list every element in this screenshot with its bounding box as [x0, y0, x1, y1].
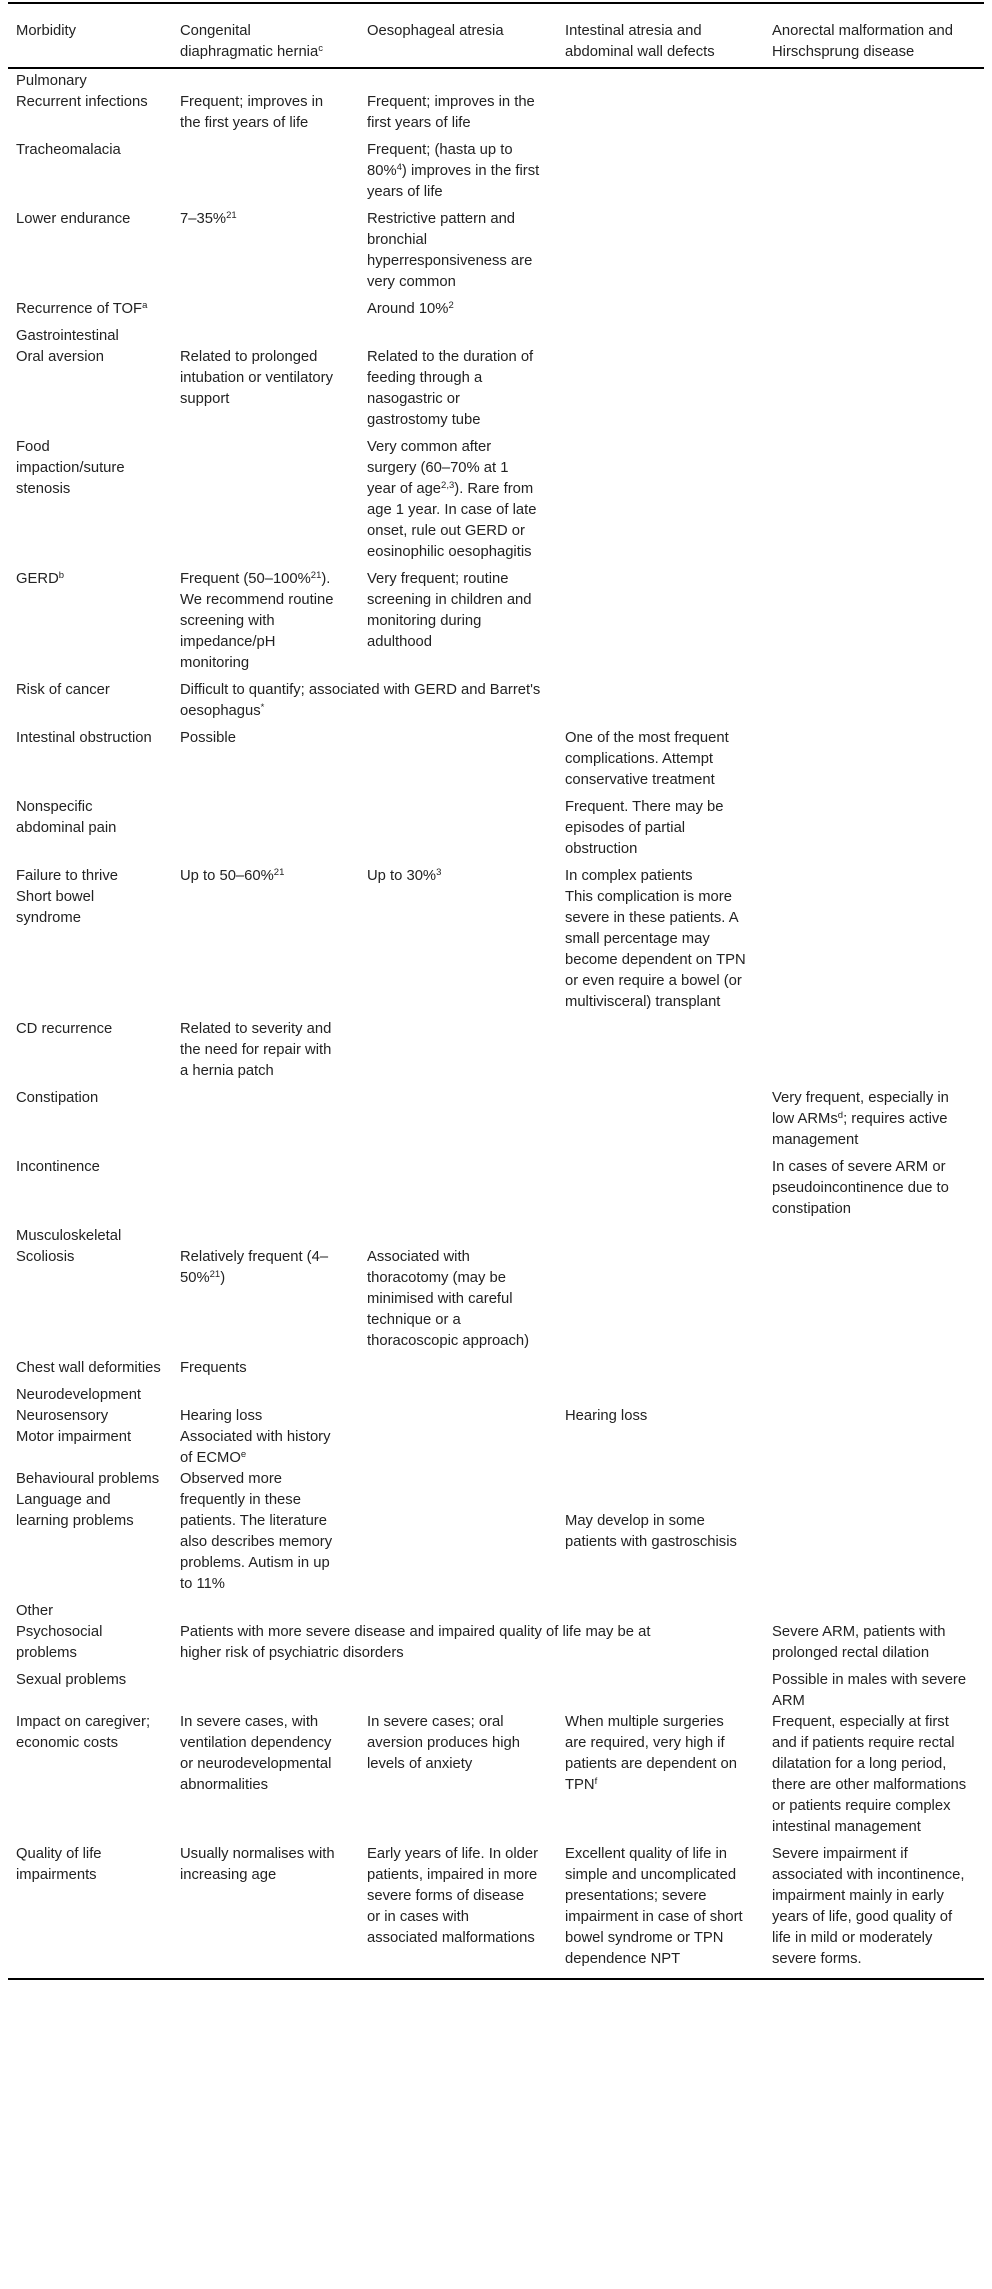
cell-ia	[553, 1427, 760, 1469]
cell-ia: Frequent. There may be episodes of partial obstruction	[565, 799, 724, 857]
cell-text: Recurrence of TOF	[16, 301, 143, 317]
cell-arm	[760, 347, 984, 437]
header-morbidity	[8, 3, 168, 68]
table-row	[8, 1406, 984, 1427]
table-row	[8, 1622, 984, 1670]
cell-oa	[355, 299, 553, 326]
cell-oa: Early years of life. In older patients, impaired in more severe forms of disease or in cases with associated malformations	[355, 1844, 553, 1979]
cell-cdh: Frequent; improves in the first years of life	[180, 94, 324, 131]
cell-oa	[355, 866, 553, 887]
footnote-mark: e	[240, 1449, 247, 1460]
table-row	[8, 1670, 984, 1712]
row-label: Sexual problems	[16, 1672, 127, 1688]
table-row	[8, 797, 984, 866]
cell-text: ). We recommend routine screening with impedance/pH monitoring	[180, 571, 334, 671]
row-label: Recurrent infections	[16, 94, 148, 110]
cell-oa	[355, 1088, 553, 1157]
cell-text: Relatively frequent (4–50%	[180, 1249, 329, 1286]
section-label: Pulmonary	[16, 73, 87, 89]
table-row	[8, 1157, 984, 1226]
table-row	[8, 437, 984, 569]
cell-oa	[355, 797, 553, 866]
table-row	[8, 1844, 984, 1979]
cell-oa	[355, 1157, 553, 1226]
cell-arm	[760, 1358, 984, 1385]
row-label: Risk of cancer	[16, 682, 110, 698]
row-label: Psychosocial problems	[16, 1624, 103, 1661]
cell-text: Very common after surgery (60–70% at 1 year of age	[367, 439, 509, 497]
table-row	[8, 887, 984, 1019]
cell-oa	[355, 1427, 553, 1469]
row-label: CD recurrence	[16, 1021, 113, 1037]
row-label: Incontinence	[16, 1159, 100, 1175]
row-label: Quality of life impairments	[8, 1844, 168, 1979]
cell-cdh-oa-ia: Patients with more severe disease and impaired quality of life may be at higher risk of psychiatric disorders	[180, 1624, 651, 1661]
row-label: Short bowel syndrome	[16, 889, 95, 926]
cell-oa: Restrictive pattern and bronchial hyperresponsiveness are very common	[367, 211, 533, 290]
cell-arm	[760, 866, 984, 887]
cell-cdh: In severe cases, with ventilation dependency or neurodevelopmental abnormalities	[180, 1714, 332, 1793]
citation-mark: 21	[310, 570, 322, 581]
row-label: Motor impairment	[16, 1429, 132, 1445]
row-label-behavioural: Behavioural problems	[16, 1471, 160, 1487]
footnote-mark: c	[318, 43, 323, 54]
footnote-mark: f	[594, 1776, 598, 1787]
cell-arm	[760, 569, 984, 680]
cell-cdh	[168, 1088, 355, 1157]
cell-ia	[553, 1247, 760, 1358]
cell-oa	[355, 728, 553, 797]
section-label: Other	[16, 1603, 54, 1619]
cell-arm	[760, 1088, 984, 1157]
cell-text: )	[220, 1270, 226, 1286]
table-row	[8, 1712, 984, 1844]
section-row	[8, 68, 984, 92]
table-row	[8, 1358, 984, 1385]
table-row	[8, 1469, 984, 1601]
footnote-mark: *	[260, 702, 265, 713]
cell-ia	[553, 569, 760, 680]
section-label: Musculoskeletal	[16, 1228, 122, 1244]
table-row	[8, 866, 984, 887]
cell-cdh: Hearing loss	[180, 1408, 263, 1424]
cell-cdh: Possible	[180, 730, 236, 746]
cell-text: GERD	[16, 571, 59, 587]
cell-cdh	[168, 569, 355, 680]
row-label: Lower endurance	[16, 211, 131, 227]
cell-arm: Possible in males with severe ARM	[772, 1672, 967, 1709]
cell-ia: Excellent quality of life in simple and uncomplicated presentations; severe impairment in case of short bowel syndrome or TPN dependence NPT	[553, 1844, 760, 1979]
table-row	[8, 1019, 984, 1088]
cell-ia: In complex patients	[565, 868, 693, 884]
header-text: Congenital diaphragmatic hernia	[180, 23, 319, 60]
cell-cdh	[168, 1670, 355, 1712]
cell-cdh	[168, 209, 355, 299]
cell-cdh	[168, 887, 355, 1019]
row-label: Intestinal obstruction	[16, 730, 152, 746]
table-row	[8, 92, 984, 140]
cell-ia: One of the most frequent complications. Attempt conservative treatment	[565, 730, 729, 788]
cell-cdh	[168, 437, 355, 569]
header-ia	[553, 3, 760, 68]
cell-oa: Frequent; improves in the first years of life	[367, 94, 535, 131]
cell-arm	[760, 887, 984, 1019]
cell-ia	[553, 1712, 760, 1844]
cell-text: Frequent; (hasta up to 80%	[367, 142, 513, 179]
cell-arm	[760, 680, 984, 728]
cell-cdh: Frequents	[180, 1360, 247, 1376]
citation-mark: 2	[448, 300, 454, 311]
row-label: Oral aversion	[16, 349, 104, 365]
header-arm	[760, 3, 984, 68]
cell-arm: In cases of severe ARM or pseudoincontinence due to constipation	[772, 1159, 949, 1217]
cell-arm	[760, 1406, 984, 1427]
section-label: Neurodevelopment	[16, 1387, 142, 1403]
cell-ia	[553, 92, 760, 140]
row-label	[8, 299, 168, 326]
cell-cdh	[168, 866, 355, 887]
table-row	[8, 209, 984, 299]
row-label: Failure to thrive	[16, 868, 118, 884]
cell-ia: This complication is more severe in these patients. A small percentage may become dependent on TPN or even require a bowel (or multivisceral) transplant	[565, 889, 746, 1010]
table-row	[8, 1427, 984, 1469]
cell-text: 7–35%	[180, 211, 227, 227]
cell-arm	[760, 1019, 984, 1088]
cell-text: ) improves in the first years of life	[367, 163, 540, 200]
row-label: Food impaction/suture stenosis	[16, 439, 125, 497]
row-label: Neurosensory	[16, 1408, 109, 1424]
cell-text: Frequent (50–100%	[180, 571, 311, 587]
cell-cdh	[168, 1427, 355, 1469]
cell-arm	[760, 1247, 984, 1358]
row-label	[8, 1469, 168, 1601]
cell-cdh: Observed more frequently in these patients. The literature also describes memory problems. Autism in up to 11%	[180, 1471, 333, 1592]
header-text: Morbidity	[16, 23, 77, 39]
cell-arm	[760, 1427, 984, 1469]
cell-ia	[553, 347, 760, 437]
row-label-language: Language and learning problems	[16, 1492, 134, 1529]
cell-text: Around 10%	[367, 301, 449, 317]
cell-arm	[760, 209, 984, 299]
cell-oa	[355, 887, 553, 1019]
row-label: Constipation	[16, 1090, 99, 1106]
section-row	[8, 1601, 984, 1622]
cell-ia	[553, 437, 760, 569]
row-label: Chest wall deformities	[16, 1360, 161, 1376]
header-cdh	[168, 3, 355, 68]
row-label: Scoliosis	[16, 1249, 75, 1265]
cell-arm	[760, 437, 984, 569]
cell-oa	[355, 1469, 553, 1601]
table-row	[8, 1088, 984, 1157]
cell-arm	[760, 797, 984, 866]
cell-arm	[760, 92, 984, 140]
cell-cdh: Related to severity and the need for repair with a hernia patch	[180, 1021, 332, 1079]
footnote-mark: a	[142, 300, 148, 311]
cell-ia	[553, 209, 760, 299]
cell-arm	[760, 1469, 984, 1601]
table-row	[8, 728, 984, 797]
cell-text: Associated with history of ECMO	[180, 1429, 331, 1466]
cell-arm	[760, 299, 984, 326]
cell-cdh	[168, 140, 355, 209]
cell-ia	[553, 1469, 760, 1601]
cell-arm: Severe ARM, patients with prolonged rectal dilation	[772, 1624, 946, 1661]
section-label: Gastrointestinal	[16, 328, 119, 344]
cell-text: Difficult to quantify; associated with GERD and Barret's oesophagus	[180, 682, 541, 719]
cell-text: Very frequent, especially in low ARMs	[772, 1090, 949, 1127]
header-text: Intestinal atresia and abdominal wall defects	[565, 23, 715, 60]
section-row	[8, 1226, 984, 1247]
cell-cdh	[168, 299, 355, 326]
cell-text: Up to 30%	[367, 868, 437, 884]
cell-text: May develop in some patients with gastroschisis	[565, 1513, 737, 1550]
citation-mark: 2,3	[441, 480, 455, 491]
citation-mark: 3	[436, 867, 442, 878]
cell-oa: Associated with thoracotomy (may be minimised with careful technique or a thoracoscopic approach)	[367, 1249, 530, 1349]
cell-arm	[760, 728, 984, 797]
cell-ia	[553, 299, 760, 326]
cell-oa	[355, 1670, 553, 1712]
spacer	[565, 1469, 748, 1511]
cell-oa	[355, 1019, 553, 1088]
cell-oa	[355, 140, 553, 209]
cell-arm	[760, 140, 984, 209]
header-text: Oesophageal atresia	[367, 23, 504, 39]
row-label: Tracheomalacia	[16, 142, 121, 158]
footnote-mark: d	[837, 1110, 844, 1121]
table-row	[8, 1247, 984, 1358]
cell-cdh	[168, 1247, 355, 1358]
cell-oa	[355, 1406, 553, 1427]
cell-ia	[553, 1019, 760, 1088]
cell-text: When multiple surgeries are required, very high if patients are dependent on TPN	[565, 1714, 737, 1793]
cell-ia	[553, 1088, 760, 1157]
footnote-mark: b	[58, 570, 65, 581]
cell-text: ). Rare from age 1 year. In case of late onset, rule out GERD or eosinophilic oesophagitis	[367, 481, 537, 560]
table-row	[8, 347, 984, 437]
cell-text: ; requires active management	[772, 1111, 948, 1148]
table-row	[8, 299, 984, 326]
section-row	[8, 1385, 984, 1406]
cell-cdh: Related to prolonged intubation or ventilatory support	[180, 349, 333, 407]
citation-mark: 4	[396, 162, 402, 173]
citation-mark: 21	[209, 1269, 221, 1280]
section-row	[8, 326, 984, 347]
cell-text: Up to 50–60%	[180, 868, 274, 884]
table-header	[8, 3, 984, 68]
cell-cdh	[168, 797, 355, 866]
cell-ia	[553, 1157, 760, 1226]
cell-oa	[355, 437, 553, 569]
morbidity-table	[8, 2, 984, 1980]
table-row	[8, 680, 984, 728]
table-row	[8, 569, 984, 680]
row-label: Nonspecific abdominal pain	[16, 799, 117, 836]
header-text: Anorectal malformation and Hirschsprung disease	[772, 23, 953, 60]
cell-cdh: Usually normalises with increasing age	[168, 1844, 355, 1979]
row-label	[8, 569, 168, 680]
cell-oa	[355, 1358, 553, 1385]
cell-oa: Related to the duration of feeding through a nasogastric or gastrostomy tube	[367, 349, 534, 428]
cell-ia: Hearing loss	[565, 1408, 648, 1424]
cell-oa: In severe cases; oral aversion produces high levels of anxiety	[367, 1714, 520, 1772]
cell-oa: Very frequent; routine screening in children and monitoring during adulthood	[367, 571, 532, 650]
citation-mark: 21	[273, 867, 285, 878]
cell-arm: Frequent, especially at first and if patients require rectal dilatation for a long period, there are other malformations or patients require complex intestinal management	[772, 1714, 967, 1835]
cell-ia	[553, 680, 760, 728]
header-oa	[355, 3, 553, 68]
cell-ia	[553, 1358, 760, 1385]
table-row	[8, 140, 984, 209]
citation-mark: 21	[226, 210, 237, 221]
row-label: Impact on caregiver; economic costs	[16, 1714, 151, 1751]
cell-ia	[553, 140, 760, 209]
table-body	[8, 68, 984, 1979]
cell-ia	[553, 1670, 760, 1712]
cell-cdh	[168, 1157, 355, 1226]
cell-arm: Severe impairment if associated with incontinence, impairment mainly in early years of life, good quality of life in mild or moderately severe forms.	[760, 1844, 984, 1979]
cell-cdh-oa	[168, 680, 553, 728]
